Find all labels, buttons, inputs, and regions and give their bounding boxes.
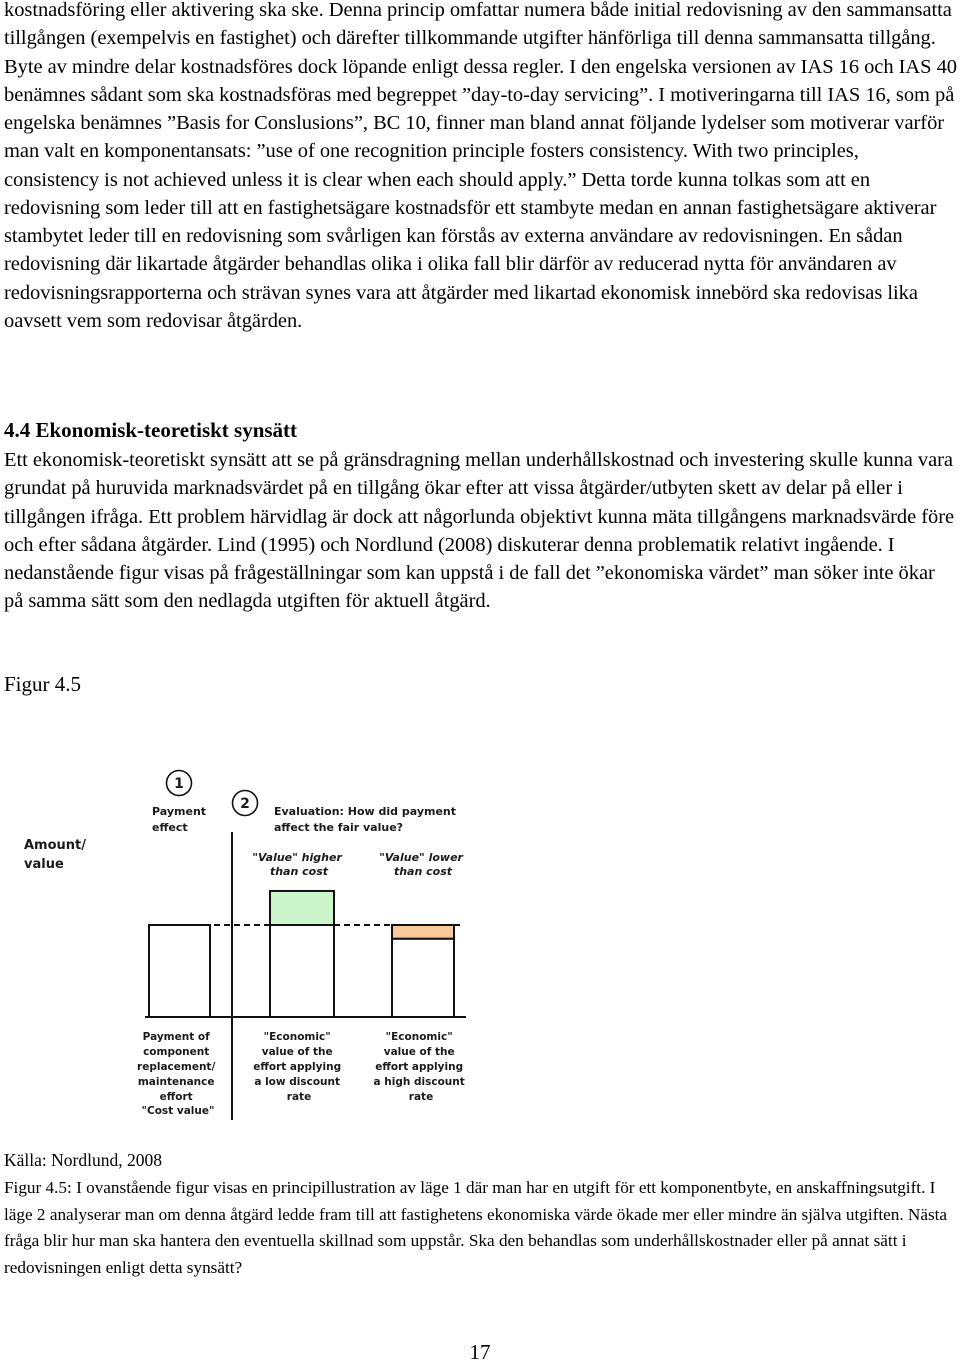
bar1-caption-line-3: replacement/ bbox=[137, 1061, 216, 1073]
value-higher-line-2: than cost bbox=[269, 865, 329, 878]
bar3-caption-line-2: value of the bbox=[383, 1046, 455, 1058]
bar-cost-value bbox=[149, 925, 210, 1017]
bar1-caption bbox=[137, 1031, 219, 1117]
circle-marker-2-label: 2 bbox=[240, 796, 250, 812]
payment-effect-label bbox=[152, 805, 210, 834]
bar1-caption-line-2: component bbox=[143, 1046, 210, 1058]
bar2-caption-line-1: "Economic" bbox=[263, 1031, 331, 1043]
bar2-caption bbox=[253, 1031, 345, 1103]
bar3-caption-line-4: a high discount bbox=[373, 1076, 465, 1088]
evaluation-line-2: affect the fair value? bbox=[274, 821, 404, 834]
page-number: 17 bbox=[469, 1340, 491, 1364]
bar-high-discount bbox=[392, 939, 454, 1017]
value-higher-label bbox=[252, 851, 345, 878]
value-lower-label bbox=[379, 851, 467, 878]
y-axis-label bbox=[24, 838, 91, 872]
evaluation-line-1: Evaluation: How did payment bbox=[274, 805, 457, 818]
figure-caption: Figur 4.5: I ovanstående figur visas en principillustration av läge 1 där man har en utgift för ett komponentbyte, en anskaffningsutgift. I läge 2 analyserar man om denna åtgärd ledde fram till att fastighetens ekonomiska värde ökade mer eller mindre än själva utgiften. Nästa fråga blir hur man ska hantera den eventuella skillnad som uppstår. Ska den behandlas som underhållskostnader eller på annat sätt i redovisningen enligt detta synsätt? bbox=[4, 1178, 948, 1277]
body-paragraph-economic: Ett ekonomisk-teoretiskt synsätt att se på gränsdragning mellan underhållskostnad och investering skulle kunna vara grundat på huruvida marknadsvärdet på en tillgång ökar efter att vissa åtgärder/utbyten skett av delar på eller i tillgången ifråga. Ett problem härvidlag är dock att någorlunda objektivt kunna mäta tillgångens marknadsvärde före och efter sådana åtgärder. Lind (1995) och Nordlund (2008) diskuterar denna problematik relativt ingående. I nedanstående figur visas på frågeställningar som kan uppstå i de fall det ”ekonomiska värdet” man söker inte ökar på samma sätt som den nedlagda utgiften för aktuell åtgärd. bbox=[4, 449, 955, 613]
bar1-caption-line-1: Payment of bbox=[142, 1031, 210, 1043]
figure-label: Figur 4.5 bbox=[4, 672, 82, 696]
figure-source: Källa: Nordlund, 2008 bbox=[4, 1150, 162, 1170]
section-heading: 4.4 Ekonomisk-teoretiskt synsätt bbox=[4, 418, 298, 442]
circle-marker-1-label: 1 bbox=[174, 776, 184, 792]
value-lower-line-1: "Value" lower bbox=[379, 851, 463, 864]
payment-effect-line-1: Payment bbox=[152, 805, 207, 818]
bar-high-discount-shortfall bbox=[392, 925, 454, 939]
figure-diagram bbox=[0, 740, 960, 1130]
bars-group bbox=[149, 891, 464, 1017]
payment-effect-line-2: effect bbox=[152, 821, 188, 834]
y-axis-label-line-1: Amount/ bbox=[24, 838, 87, 853]
bar2-caption-line-2: value of the bbox=[261, 1046, 333, 1058]
bar1-caption-line-6: "Cost value" bbox=[141, 1105, 215, 1117]
value-lower-line-2: than cost bbox=[393, 865, 453, 878]
bar2-caption-line-3: effort applying bbox=[253, 1061, 342, 1073]
bar2-caption-line-5: rate bbox=[286, 1091, 312, 1103]
bar3-caption-line-5: rate bbox=[408, 1091, 434, 1103]
y-axis-label-line-2: value bbox=[24, 857, 64, 872]
bar-low-discount bbox=[270, 925, 334, 1017]
bar1-caption-line-4: maintenance bbox=[137, 1076, 215, 1088]
value-higher-line-1: "Value" higher bbox=[252, 851, 342, 864]
body-paragraph-ias: kostnadsföring eller aktivering ska ske. Denna princip omfattar numera både initial redovisning av den sammansatta tillgången (exempelvis en fastighet) och därefter tillkommande utgifter hänförliga till denna sammansatta tillgång. Byte av mindre delar kostnadsföres dock löpande enligt dessa regler. I den engelska versionen av IAS 16 och IAS 40 benämnes sådant som ska kostnadsföras med begreppet ”day-to-day servicing”. I motiveringarna till IAS 16, som på engelska benämnes ”Basis for Conslusions”, BC 10, finner man bland annat följande lydelser som motiverar varför man valt en komponentansats: ”use of one recognition principle fosters consistency. With two principles, consistency is not achieved unless it is clear when each should apply.” Detta torde kunna tolkas som att en redovisning som leder till att en fastighetsägare kostnadsför ett stambyte medan en annan fastighetsägare aktiverar stambytet leder till en redovisning som svårligen kan förstås av externa användare av redovisningen. En sådan redovisning där likartade åtgärder behandlas olika i olika fall blir därför av reducerad nytta för användaren av redovisningsrapporterna och strävan synes vara att åtgärder med likartad ekonomisk innebörd ska redovisas lika oavsett vem som redovisar åtgärden. bbox=[4, 0, 957, 332]
bar2-caption-line-4: a low discount bbox=[254, 1076, 341, 1088]
evaluation-label bbox=[274, 805, 460, 834]
bar3-caption bbox=[374, 1031, 469, 1103]
bar1-caption-line-5: effort bbox=[159, 1091, 193, 1103]
bar3-caption-line-1: "Economic" bbox=[385, 1031, 453, 1043]
bar-low-discount-excess bbox=[270, 891, 334, 925]
bar3-caption-line-3: effort applying bbox=[375, 1061, 464, 1073]
